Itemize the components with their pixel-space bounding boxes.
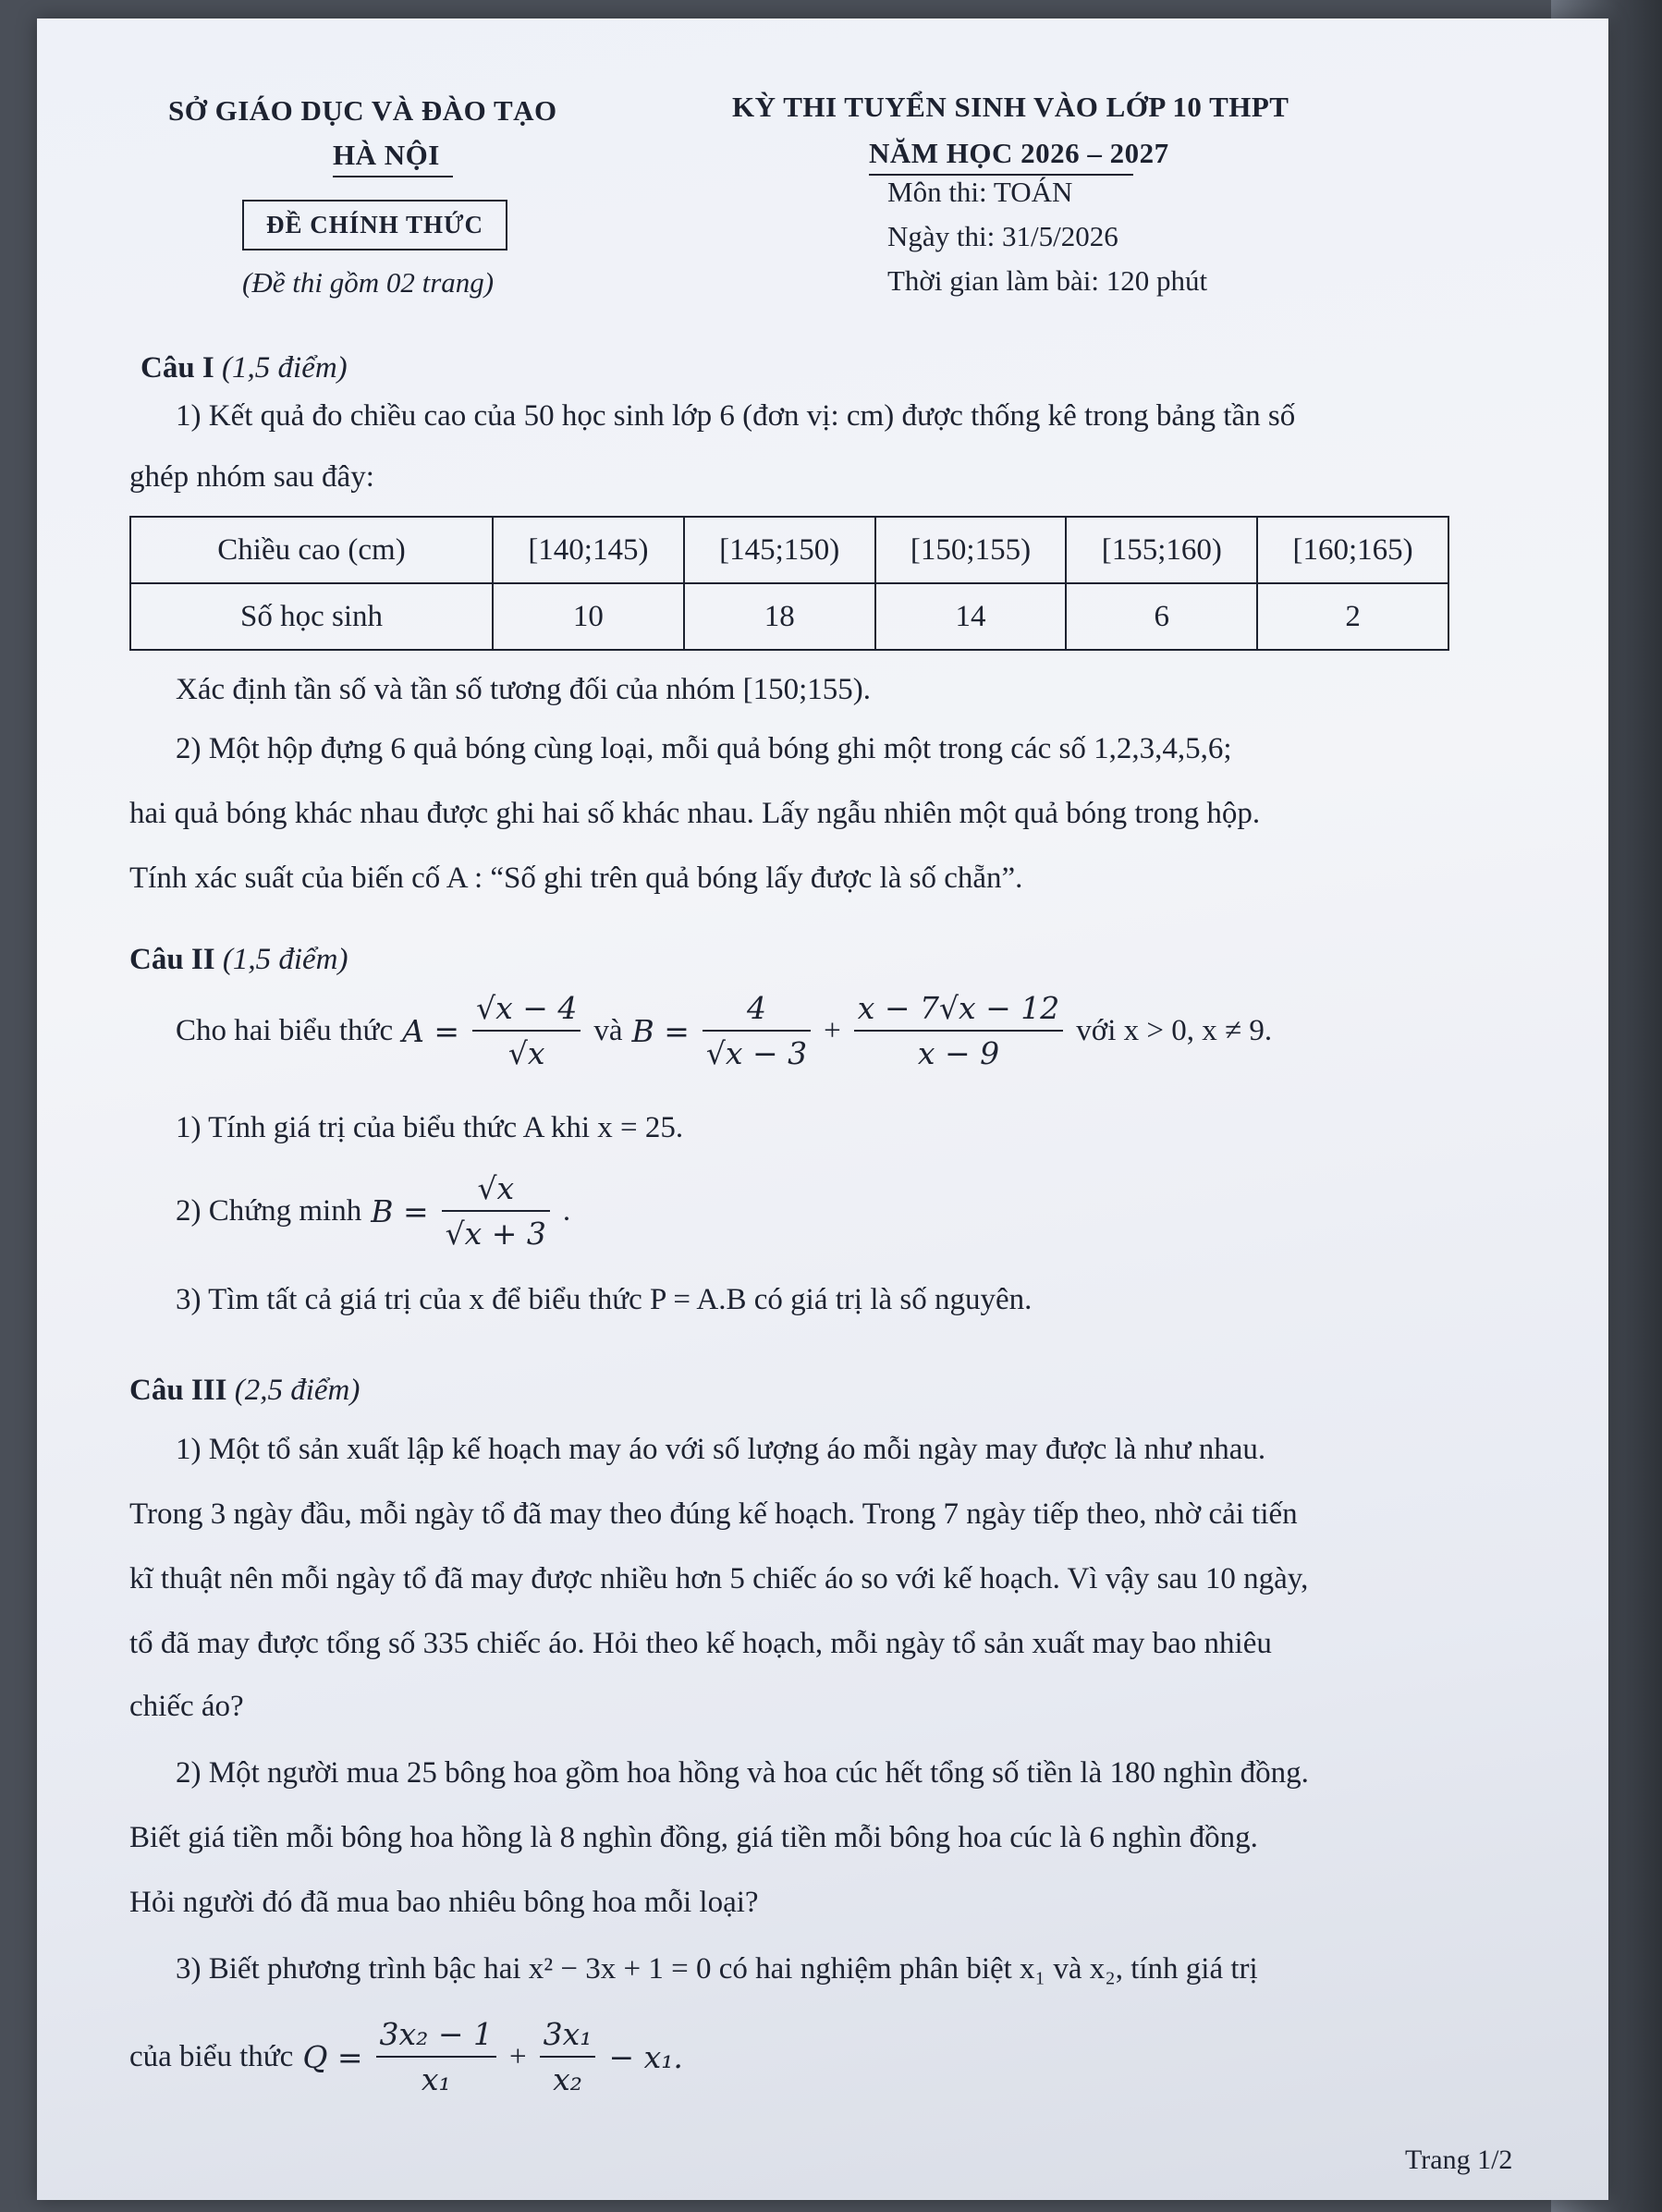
q2-sub2-denominator: √x + 3 [445, 1216, 546, 1252]
exam-paper [37, 18, 1608, 2200]
q3-part1-line3: kĩ thuật nên mỗi ngày tổ đã may được nhiều hơn 5 chiếc áo so với kế hoạch. Vì vậy sau 10 ngày, [129, 1562, 1309, 1595]
pages-note: (Đề thi gồm 02 trang) [242, 266, 495, 299]
question-3-heading [129, 1374, 360, 1408]
q2-sub2-lhs: B = [371, 1192, 429, 1229]
q3-part1-line1: 1) Một tổ sản xuất lập kế hoạch may áo với số lượng áo mỗi ngày may được là như nhau. [176, 1433, 1266, 1466]
q2-A-numerator: √x − 4 [472, 990, 580, 1032]
q1-part1-line2: ghép nhóm sau đây: [129, 460, 374, 494]
city-underline [333, 176, 453, 177]
q3-part2-line3: Hỏi người đó đã mua bao nhiêu bông hoa mỗi loại? [129, 1886, 759, 1919]
q3-Q-f2-denominator: x₂ [553, 2061, 582, 2097]
q2-expressions [176, 980, 1272, 1082]
frequency-table [129, 516, 1449, 651]
q2-sub2 [176, 1165, 570, 1257]
q3-part3-line1: 3) Biết phương trình bậc hai x² − 3x + 1 = 0 có hai nghiệm phân biệt x₁ và x₂, tính giá trị [176, 1952, 1258, 1986]
q2-B-f1-numerator: 4 [703, 990, 811, 1032]
department-name: SỞ GIÁO DỤC VÀ ĐÀO TẠO [168, 94, 557, 127]
q2-B-fraction-1 [703, 990, 811, 1071]
table-cell-group: [160;165) [1257, 517, 1448, 583]
question-2-title: Câu II [129, 943, 215, 976]
q1-part1-task: Xác định tần số và tần số tương đối của nhóm [150;155). [176, 673, 872, 706]
exam-duration: Thời gian làm bài: 120 phút [887, 264, 1208, 297]
q2-condition: với x > 0, x ≠ 9. [1076, 1013, 1273, 1047]
subject: Môn thi: TOÁN [887, 176, 1073, 208]
q3-part3-line2 [129, 2006, 683, 2108]
q2-A-fraction [472, 990, 580, 1071]
q2-plus: + [824, 1013, 841, 1047]
q2-B-f2-denominator: x − 9 [917, 1035, 1000, 1071]
q3-Q-f2-numerator: 3x₁ [540, 2016, 596, 2058]
q2-sub1: 1) Tính giá trị của biểu thức A khi x = 25. [176, 1111, 684, 1144]
question-1-title: Câu I [141, 351, 214, 385]
q1-part2-line3: Tính xác suất của biến cố A : “Số ghi trên quả bóng lấy được là số chẵn”. [129, 862, 1023, 895]
q2-B-fraction-2 [854, 990, 1064, 1071]
q2-A-denominator: √x [507, 1035, 545, 1071]
q3-part2-line2: Biết giá tiền mỗi bông hoa hồng là 8 nghìn đồng, giá tiền mỗi bông hoa cúc là 6 nghìn đồng. [129, 1821, 1258, 1854]
table-cell-group: [140;145) [493, 517, 684, 583]
q3-Q-f1-denominator: x₁ [421, 2061, 451, 2097]
q3-Q-fraction-2 [540, 2016, 596, 2097]
question-1-heading [141, 351, 348, 385]
question-1-points: (1,5 điểm) [222, 351, 348, 385]
page-number: Trang 1/2 [1405, 2145, 1513, 2175]
table-cell-group: [145;150) [684, 517, 875, 583]
q2-B-lhs: B = [631, 1012, 690, 1049]
q2-sub3: 3) Tìm tất cả giá trị của x để biểu thức P = A.B có giá trị là số nguyên. [176, 1283, 1033, 1316]
question-2-heading [129, 943, 348, 977]
table-cell-group: [155;160) [1066, 517, 1257, 583]
q1-part1-line1: 1) Kết quả đo chiều cao của 50 học sinh lớp 6 (đơn vị: cm) được thống kê trong bảng tần số [176, 399, 1296, 433]
q2-B-f2-numerator: x − 7√x − 12 [854, 990, 1064, 1032]
q3-Q-f1-numerator: 3x₂ − 1 [376, 2016, 496, 2058]
q3-Q-plus: + [508, 2039, 527, 2073]
table-cell-count: 2 [1257, 583, 1448, 650]
table-header-count: Số học sinh [130, 583, 493, 650]
q2-and: và [593, 1013, 623, 1047]
q3-part1-line5: chiếc áo? [129, 1690, 244, 1723]
q1-part2-line1: 2) Một hộp đựng 6 quả bóng cùng loại, mỗi quả bóng ghi một trong các số 1,2,3,4,5,6; [176, 732, 1232, 765]
question-3-points: (2,5 điểm) [234, 1374, 361, 1407]
school-year: NĂM HỌC 2026 – 2027 [869, 137, 1169, 169]
question-2-points: (1,5 điểm) [222, 943, 348, 976]
q1-part2-line2: hai quả bóng khác nhau được ghi hai số khác nhau. Lấy ngẫu nhiên một quả bóng trong hộp. [129, 797, 1261, 830]
q2-sub2-prefix: 2) Chứng minh [176, 1193, 362, 1228]
exam-title: KỲ THI TUYỂN SINH VÀO LỚP 10 THPT [732, 91, 1289, 123]
q3-part1-line2: Trong 3 ngày đầu, mỗi ngày tổ đã may theo đúng kế hoạch. Trong 7 ngày tiếp theo, nhờ cải tiến [129, 1497, 1298, 1531]
q2-A-lhs: A = [402, 1012, 460, 1049]
table-cell-count: 14 [875, 583, 1067, 650]
table-cell-group: [150;155) [875, 517, 1067, 583]
question-3-title: Câu III [129, 1374, 227, 1407]
q2-sub2-end: . [562, 1193, 571, 1228]
q3-Q-lhs: Q = [302, 2038, 363, 2075]
q2-sub2-numerator: √x [442, 1170, 550, 1212]
q2-B-f1-denominator: √x − 3 [705, 1035, 808, 1071]
table-cell-count: 6 [1066, 583, 1257, 650]
q3-Q-tail: − x₁. [608, 2038, 683, 2075]
q3-part2-line1: 2) Một người mua 25 bông hoa gồm hoa hồng và hoa cúc hết tổng số tiền là 180 nghìn đồng. [176, 1756, 1309, 1790]
table-header-height: Chiều cao (cm) [130, 517, 493, 583]
official-label: ĐỀ CHÍNH THỨC [242, 200, 507, 251]
city-name: HÀ NỘI [333, 139, 440, 171]
table-row [130, 583, 1448, 650]
q3-part3-prefix: của biểu thức [129, 2039, 294, 2073]
q2-intro: Cho hai biểu thức [176, 1013, 394, 1047]
q3-Q-fraction-1 [376, 2016, 496, 2097]
exam-date: Ngày thi: 31/5/2026 [887, 220, 1118, 252]
q2-sub2-fraction [442, 1170, 550, 1252]
table-row [130, 517, 1448, 583]
table-cell-count: 18 [684, 583, 875, 650]
table-cell-count: 10 [493, 583, 684, 650]
q3-part1-line4: tổ đã may được tổng số 335 chiếc áo. Hỏi theo kế hoạch, mỗi ngày tổ sản xuất may bao nhiêu [129, 1627, 1272, 1660]
